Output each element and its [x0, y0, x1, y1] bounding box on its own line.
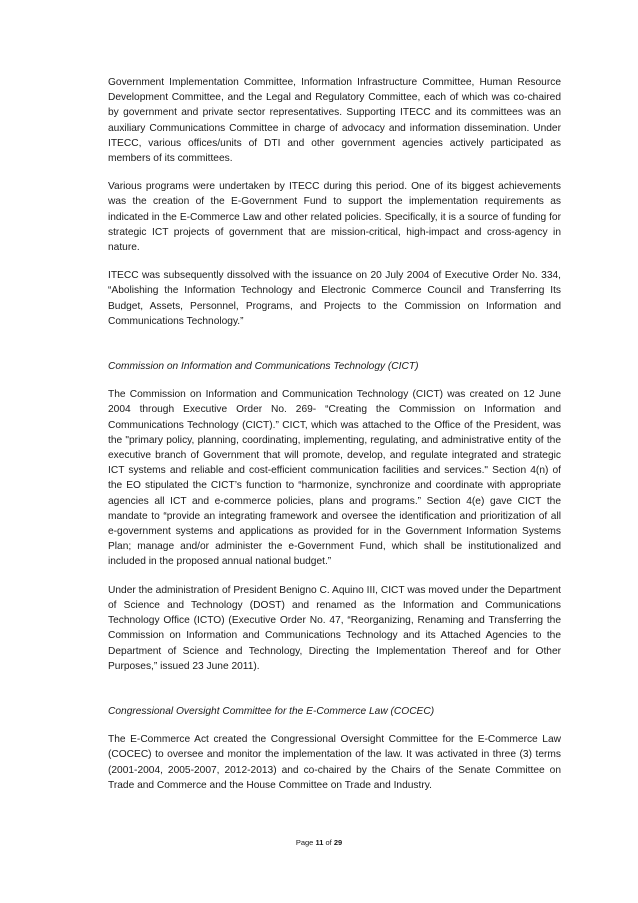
- page-label: Page: [295, 838, 316, 847]
- document-page: [108, 75, 561, 806]
- paragraph-itecc-programs: Various programs were undertaken by ITECC during this period. One of its biggest achievements was the creation of the E-Government Fund to support the implementation requirements as indicated in the E-Commerce Law and other related policies. Specifically, it is a source of funding for strategic ICT projects of government that are mission-critical, high-impact and cross-agency in nature.: [108, 181, 561, 254]
- paragraph-cict-created: The Commission on Information and Communication Technology (CICT) was created on 12 June 2004 through Executive Order No. 269- “Creating the Commission on Information and Communications Technology (CICT).” CICT, which was attached to the Office of the President, was the "primary policy, planning, coordinating, implementing, regulating, and administrative entity of the executive branch of Government that will promote, develop, and regulate integrated and strategic ICT systems and reliable and cost-efficient communication facilities and services." Section 4(n) of the EO stipulated the CICT’s function to “harmonize, synchronize and coordinate with appropriate agencies all ICT and e-commerce policies, plans and programs.” Section 4(e) gave CICT the mandate to “provide an integrating framework and oversee the identification and prioritization of all e-government systems and applications as provided for in the Government Information Systems Plan; manage and/or administer the e-Government Fund, which shall be institutionalized and included in the proposed annual national budget.”: [108, 389, 561, 568]
- section-heading-cocec: Congressional Oversight Committee for the E-Commerce Law (COCEC): [108, 705, 435, 717]
- paragraph-cict-moved: Under the administration of President Benigno C. Aquino III, CICT was moved under the Department of Science and Technology (DOST) and renamed as the Information and Communications Technology Office (ICTO) (Executive Order No. 47, “Reorganizing, Renaming and Transferring the Commission on Information and Communications Technology and its Attached Agencies to the Department of Science and Technology, Directing the Implementation Thereof and for Other Purposes,” issued 23 June 2011).: [108, 584, 561, 672]
- paragraph-cocec: The E-Commerce Act created the Congressional Oversight Committee for the E-Commerce Law (COCEC) to oversee and monitor the implementation of the law. It was activated in three (3) terms (2001-2004, 2005-2007, 2012-2013) and co-chaired by the Chairs of the Senate Committee on Trade and Commerce and the House Committee on Trade and Industry.: [108, 734, 561, 791]
- current-page-number: 11: [315, 838, 324, 847]
- section-gap: [108, 342, 561, 359]
- page-footer: [0, 838, 638, 848]
- paragraph-itecc-dissolved: ITECC was subsequently dissolved with the issuance on 20 July 2004 of Executive Order No. 334, “Abolishing the Information Technology and Electronic Commerce Council and Transferring Its Budget, Assets, Personnel, Programs, and Projects to the Commission on Information and Communications Technology.”: [108, 270, 561, 327]
- section-gap: [108, 687, 561, 704]
- paragraph-committees: Government Implementation Committee, Information Infrastructure Committee, Human Resource Development Committee, and the Legal and Regulatory Committee, each of which was co-chaired by government and private sector representatives. Supporting ITECC and its committees was an auxiliary Communications Committee in charge of advocacy and information dissemination. Under ITECC, various offices/units of DTI and other government agencies actively participated as members of its committees.: [108, 77, 561, 165]
- total-page-number: 29: [333, 838, 343, 847]
- page-of-label: of: [323, 838, 334, 847]
- section-heading-cict: Commission on Information and Communications Technology (CICT): [108, 361, 419, 373]
